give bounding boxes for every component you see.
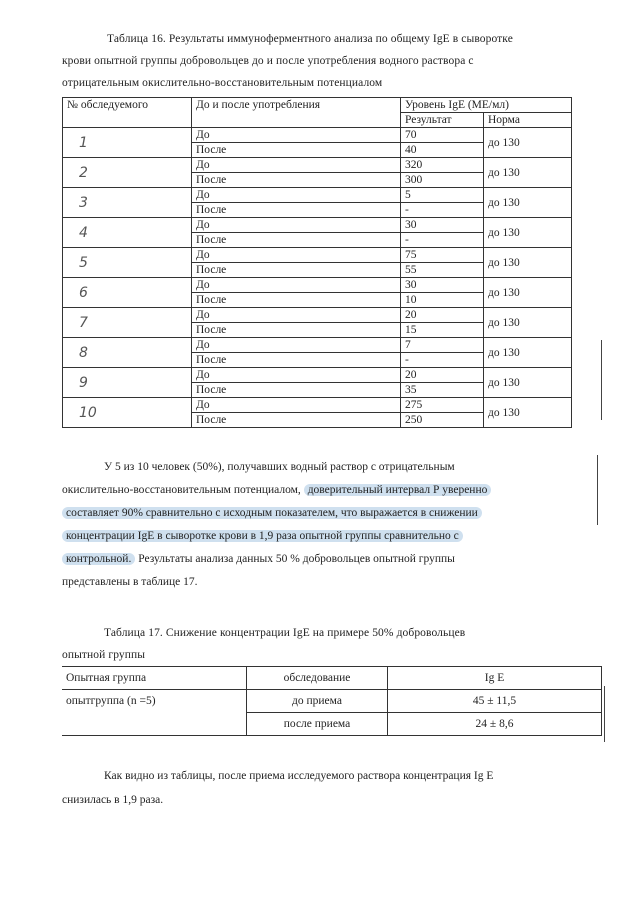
period-cell: После — [192, 383, 401, 398]
subject-number: 4 — [63, 218, 192, 248]
period-cell: После — [192, 413, 401, 428]
period-cell: После — [192, 323, 401, 338]
header-exam: обследование — [247, 667, 388, 690]
group-label: опытгруппа (n =5) — [62, 690, 247, 736]
exam-cell: до приема — [247, 690, 388, 713]
highlighted-text: концентрации IgE в сыворотке крови в 1,9 раза опытной группы сравнительно с — [62, 530, 463, 542]
header-period: До и после употребления — [192, 98, 401, 128]
period-cell: После — [192, 173, 401, 188]
table-row — [63, 188, 572, 203]
table17-caption — [62, 622, 572, 666]
paragraph-line — [62, 502, 572, 525]
highlighted-text: контрольной. — [62, 553, 135, 565]
period-cell: После — [192, 263, 401, 278]
subject-number: 9 — [63, 368, 192, 398]
period-cell: До — [192, 338, 401, 353]
header-ige: Ig E — [388, 667, 602, 690]
paragraph-line: представлены в таблице 17. — [62, 576, 198, 588]
result-cell: 30 — [401, 278, 484, 293]
period-cell: До — [192, 218, 401, 233]
paragraph-line: снизилась в 1,9 раза. — [62, 794, 164, 806]
paragraph-text: окислительно-восстановительным потенциалом, — [62, 484, 301, 496]
norm-cell: до 130 — [484, 368, 572, 398]
highlighted-text: составляет 90% сравнительно с исходным показателем, что выражается в снижении — [62, 507, 482, 519]
result-cell: - — [401, 233, 484, 248]
result-cell: 7 — [401, 338, 484, 353]
result-cell: 320 — [401, 158, 484, 173]
paragraph-line — [62, 548, 572, 571]
subject-number: 7 — [63, 308, 192, 338]
result-cell: 20 — [401, 368, 484, 383]
period-cell: До — [192, 158, 401, 173]
result-cell: 35 — [401, 383, 484, 398]
caption-line: опытной группы — [62, 649, 146, 661]
margin-mark — [597, 455, 598, 525]
ige-reduction-table — [62, 666, 602, 736]
result-cell: 275 — [401, 398, 484, 413]
paragraph-line — [62, 525, 572, 548]
result-cell: 250 — [401, 413, 484, 428]
period-cell: До — [192, 128, 401, 143]
norm-cell: до 130 — [484, 158, 572, 188]
norm-cell: до 130 — [484, 218, 572, 248]
table-row — [63, 128, 572, 143]
caption-line: Таблица 17. Снижение концентрации IgE на примере 50% добровольцев — [104, 627, 466, 639]
result-cell: 40 — [401, 143, 484, 158]
period-cell: После — [192, 353, 401, 368]
paragraph-text: Результаты анализа данных 50 % добровольцев опытной группы — [138, 553, 455, 565]
paragraph-line — [62, 479, 572, 502]
period-cell: После — [192, 143, 401, 158]
subject-number: 8 — [63, 338, 192, 368]
table-row — [63, 218, 572, 233]
subject-number: 6 — [63, 278, 192, 308]
period-cell: До — [192, 278, 401, 293]
period-cell: После — [192, 203, 401, 218]
table-row — [63, 398, 572, 413]
caption-line: крови опытной группы добровольцев до и после употребления водного раствора с — [62, 55, 474, 67]
header-level: Уровень IgE (МЕ/мл) — [401, 98, 572, 113]
result-cell: 70 — [401, 128, 484, 143]
caption-line: Таблица 16. Результаты иммуноферментного анализа по общему IgE в сыворотке — [107, 33, 513, 45]
result-cell: 20 — [401, 308, 484, 323]
result-cell: 15 — [401, 323, 484, 338]
exam-cell: после приема — [247, 713, 388, 736]
norm-cell: до 130 — [484, 188, 572, 218]
result-cell: 30 — [401, 218, 484, 233]
value-cell: 45 ± 11,5 — [388, 690, 602, 713]
margin-mark — [604, 686, 605, 742]
result-cell: - — [401, 353, 484, 368]
subject-number: 2 — [63, 158, 192, 188]
period-cell: До — [192, 248, 401, 263]
margin-mark — [601, 340, 602, 420]
header-group: Опытная группа — [62, 667, 247, 690]
paragraph-line: У 5 из 10 человек (50%), получавших водный раствор с отрицательным — [104, 461, 455, 473]
table16-body — [63, 128, 572, 428]
table-row — [63, 278, 572, 293]
result-cell: 5 — [401, 188, 484, 203]
table-row — [63, 248, 572, 263]
result-cell: 75 — [401, 248, 484, 263]
period-cell: До — [192, 188, 401, 203]
norm-cell: до 130 — [484, 308, 572, 338]
subject-number: 5 — [63, 248, 192, 278]
period-cell: До — [192, 368, 401, 383]
period-cell: После — [192, 293, 401, 308]
header-result: Результат — [401, 113, 484, 128]
highlighted-text: доверительный интервал Р уверенно — [304, 484, 492, 496]
table-row — [63, 308, 572, 323]
result-cell: 55 — [401, 263, 484, 278]
ige-results-table — [62, 97, 572, 428]
table16-caption — [62, 28, 584, 94]
result-cell: - — [401, 203, 484, 218]
norm-cell: до 130 — [484, 278, 572, 308]
period-cell: После — [192, 233, 401, 248]
value-cell: 24 ± 8,6 — [388, 713, 602, 736]
table-row — [63, 368, 572, 383]
header-subject: № обследуемого — [63, 98, 192, 128]
header-norm: Норма — [484, 113, 572, 128]
paragraph-line: Как видно из таблицы, после приема исследуемого раствора концентрация Ig E — [104, 770, 494, 782]
subject-number: 3 — [63, 188, 192, 218]
caption-line: отрицательным окислительно-восстановительным потенциалом — [62, 77, 383, 89]
result-cell: 10 — [401, 293, 484, 308]
norm-cell: до 130 — [484, 248, 572, 278]
period-cell: До — [192, 308, 401, 323]
conclusion-paragraph — [62, 764, 572, 812]
table-row — [63, 338, 572, 353]
period-cell: До — [192, 398, 401, 413]
subject-number: 1 — [63, 128, 192, 158]
result-cell: 300 — [401, 173, 484, 188]
norm-cell: до 130 — [484, 128, 572, 158]
table-row — [63, 158, 572, 173]
subject-number: 10 — [63, 398, 192, 428]
results-paragraph — [62, 456, 572, 594]
norm-cell: до 130 — [484, 338, 572, 368]
norm-cell: до 130 — [484, 398, 572, 428]
